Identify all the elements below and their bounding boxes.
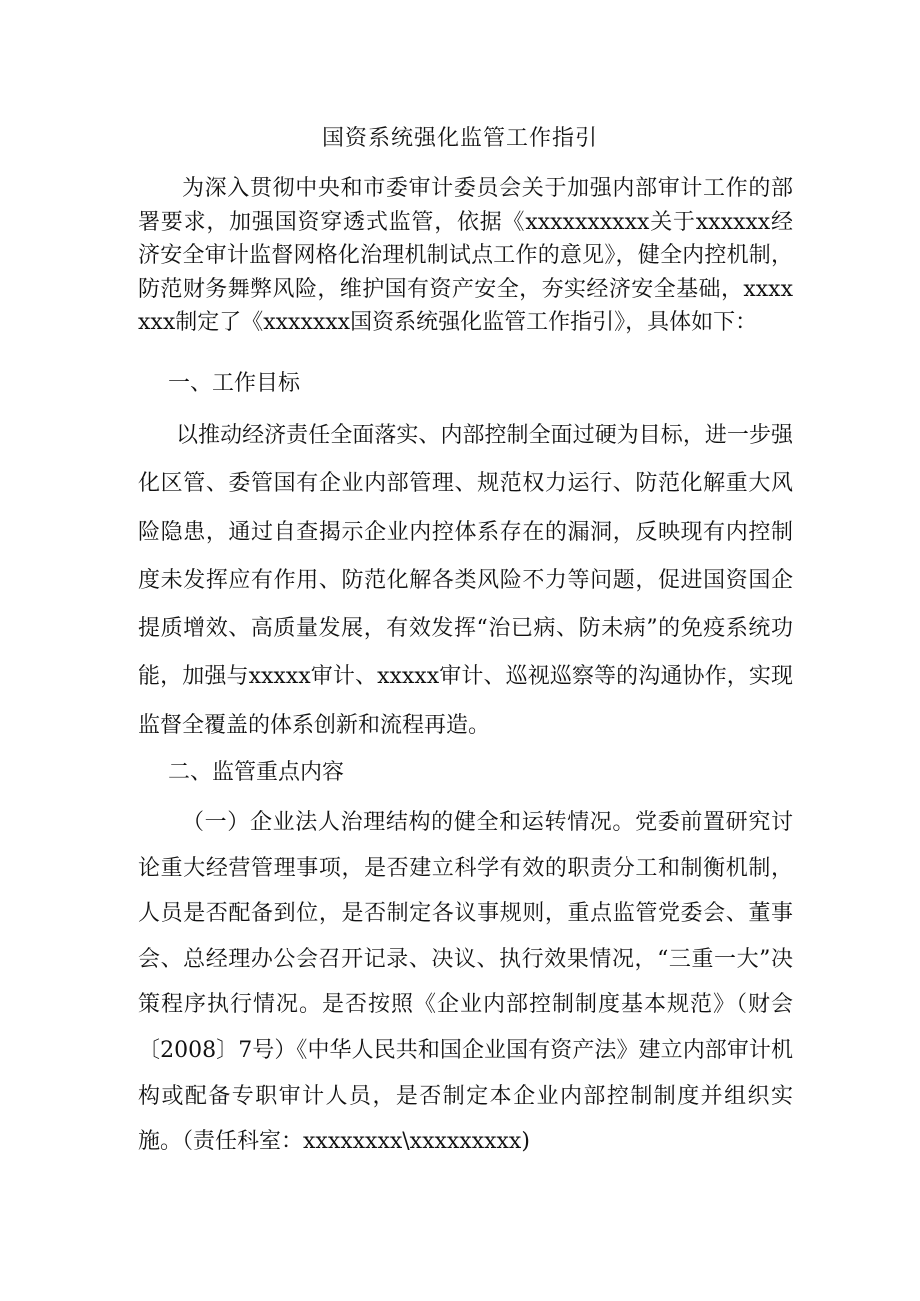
item-1-paragraph: （一）企业法人治理结构的健全和运转情况。党委前置研究讨论重大经营管理事项，是否建立科学有效的职责分工和制衡机制，人员是否配备到位，是否制定各议事规则，重点监管党委会、董事会、总经理办公会召开记录、决议、执行效果情况，“三重一大”决策程序执行情况。是否按照《企业内部控制制度基本规范》（财会〔2008〕7号）《中华人民共和国企业国有资产法》建立内部审计机构或配备专职审计人员，是否制定本企业内部控制制度并组织实施。（责任科室：xxxxxxxx\xxxxxxxxx) bbox=[138, 810, 793, 1155]
goals-paragraph: 以推动经济责任全面落实、内部控制全面过硬为目标，进一步强化区管、委管国有企业内部管理、规范权力运行、防范化解重大风险隐患，通过自查揭示企业内控体系存在的漏洞，反映现有内控制度未发挥应有作用、防范化解各类风险不力等问题，促进国资国企提质增效、高质量发展，有效发挥“治已病、防未病”的免疫系统功能，加强与xxxxx审计、xxxxx审计、巡视巡察等的沟通协作，实现监督全覆盖的体系创新和流程再造。 bbox=[138, 423, 793, 738]
section-heading-key-content: 二、监管重点内容 bbox=[168, 760, 345, 785]
intro-paragraph: 为深入贯彻中央和市委审计委员会关于加强内部审计工作的部署要求，加强国资穿透式监管，依据《xxxxxxxxxx关于xxxxxx经济安全审计监督网格化治理机制试点工作的意见》，健全内控机制，防范财务舞弊风险，维护国有资产安全，夯实经济安全基础，xxxxxxx制定了《xxxxxxx国资系统强化监管工作指引》，具体如下： bbox=[138, 176, 793, 335]
document-title: 国资系统强化监管工作指引 bbox=[321, 126, 598, 151]
section-heading-goals: 一、工作目标 bbox=[168, 371, 301, 396]
